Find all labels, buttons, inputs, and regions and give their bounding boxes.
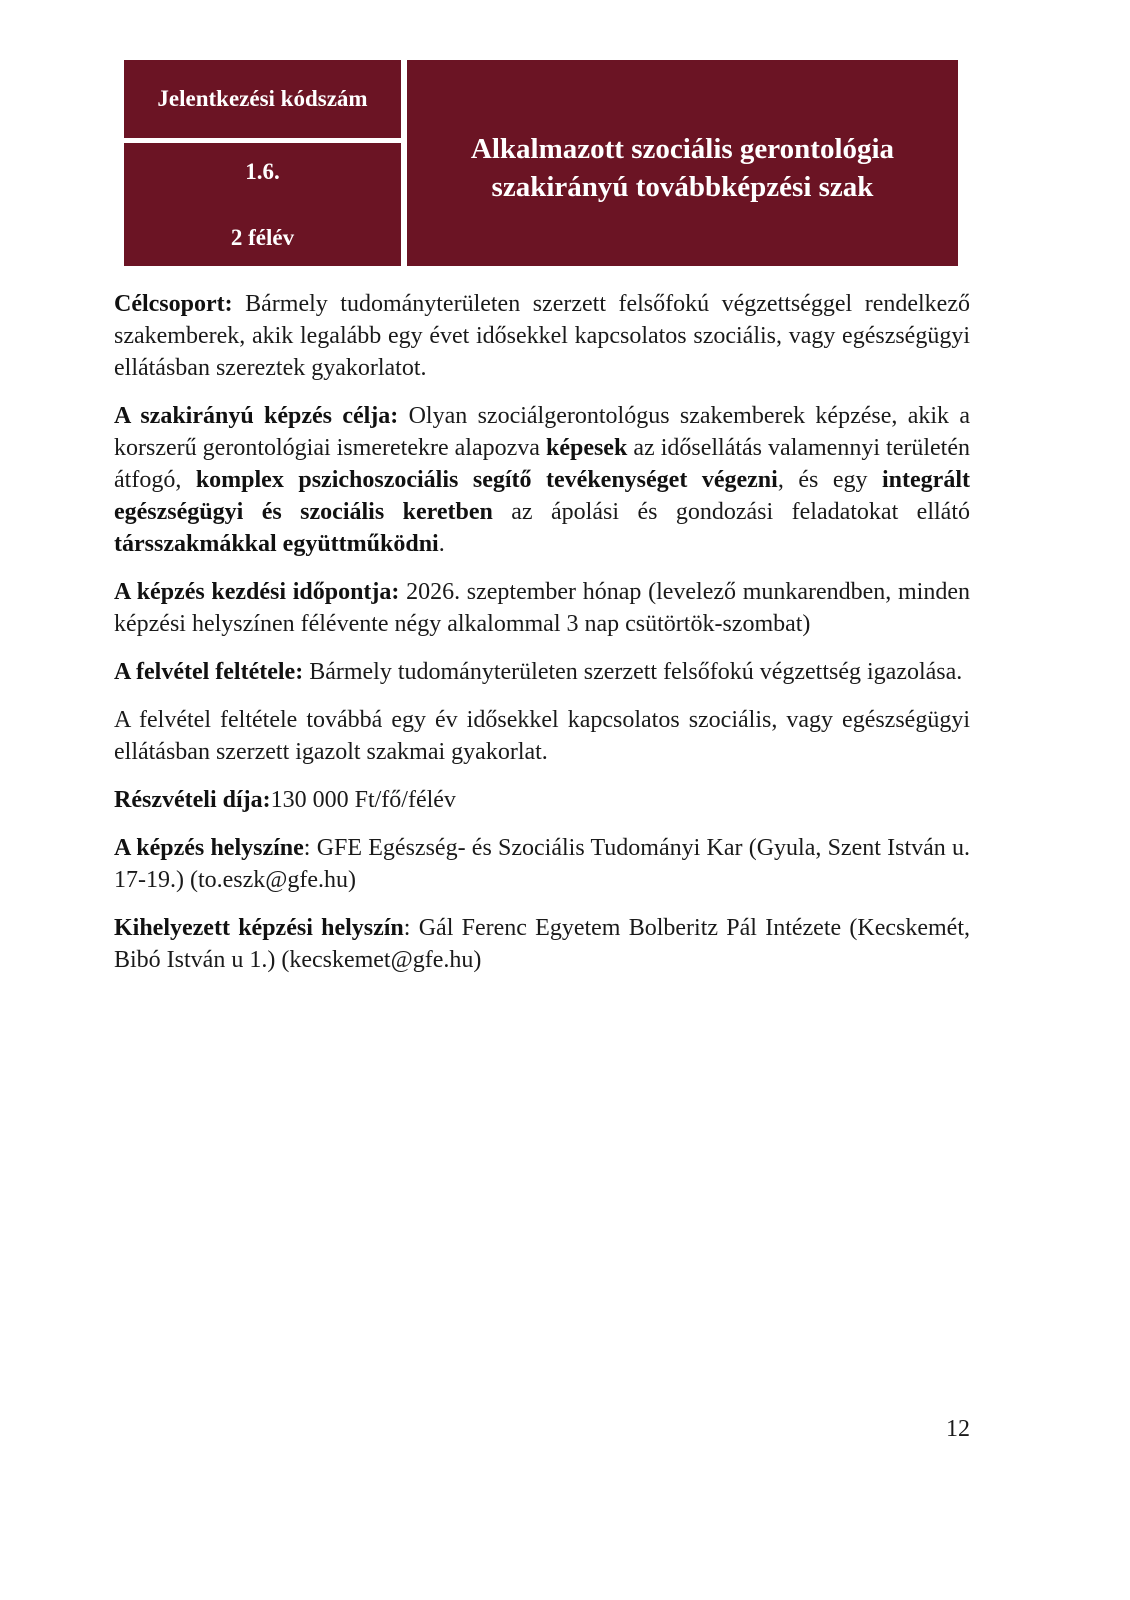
program-description [114,288,970,976]
application-code-cell [124,143,401,266]
admission-condition-label: A felvétel feltétele: [114,659,304,685]
admission-condition-paragraph: A felvétel feltétele: Bármely tudományterületen szerzett felsőfokú végzettség igazolása. [114,659,963,685]
page-number: 12 [946,1416,970,1442]
fee-paragraph [114,784,970,816]
program-title [407,60,958,266]
target-group-label: Célcsoport: [114,291,233,317]
admission-condition-extra-paragraph: A felvétel feltétele továbbá egy év idősekkel kapcsolatos szociális, vagy egészségügyi ellátásban szerzett igazolt szakmai gyakorlat. [114,707,970,765]
location-label: A képzés helyszíne [114,835,304,861]
program-title-line1: Alkalmazott szociális gerontológia [470,133,895,165]
start-date-paragraph: A képzés kezdési időpontja: 2026. szeptember hónap (levelező munkarendben, minden képzési helyszínen félévente négy alkalommal 3 nap csütörtök-szombat) [114,579,970,637]
application-code-label: Jelentkezési kódszám [124,60,401,138]
remote-location-label: Kihelyezett képzési helyszín [114,915,404,941]
program-title-line2: szakirányú továbbképzési szak [491,171,874,203]
program-header-table [124,60,958,266]
target-group-paragraph: Célcsoport: Bármely tudományterületen szerzett felsőfokú végzettséggel rendelkező szakemberek, akik legalább egy évet idősekkel kapcsolatos szociális, vagy egészségügyi ellátásban szereztek gyakorlatot. [114,291,970,381]
application-code: 1.6. [245,158,280,184]
location-paragraph: A képzés helyszíne: GFE Egészség- és Szociális Tudományi Kar (Gyula, Szent István u. 17-19.) (to.eszk@gfe.hu) [114,835,971,893]
fee-value: 130 000 Ft/fő/félév [270,787,456,813]
program-duration: 2 félév [230,224,295,250]
training-goal-label: A szakirányú képzés célja: [114,403,399,429]
remote-location-paragraph: Kihelyezett képzési helyszín: Gál Ferenc Egyetem Bolberitz Pál Intézete (Kecskemét, Bibó István u 1.) (kecskemet@gfe.hu) [114,915,971,973]
fee-label: Részvételi díja: [114,787,271,813]
training-goal-paragraph: A szakirányú képzés célja: Olyan szociálgerontológus szakemberek képzése, akik a korszerű gerontológiai ismeretekre alapozva képesek az idősellátás valamennyi területén átfogó, komplex pszichoszociális segítő tevékenységet végezni, és egy integrált egészségügyi és szociális keretben az ápolási és gondozási feladatokat ellátó társszakmákkal együttműködni. [114,403,970,557]
start-date-label: A képzés kezdési időpontja: [114,579,400,605]
